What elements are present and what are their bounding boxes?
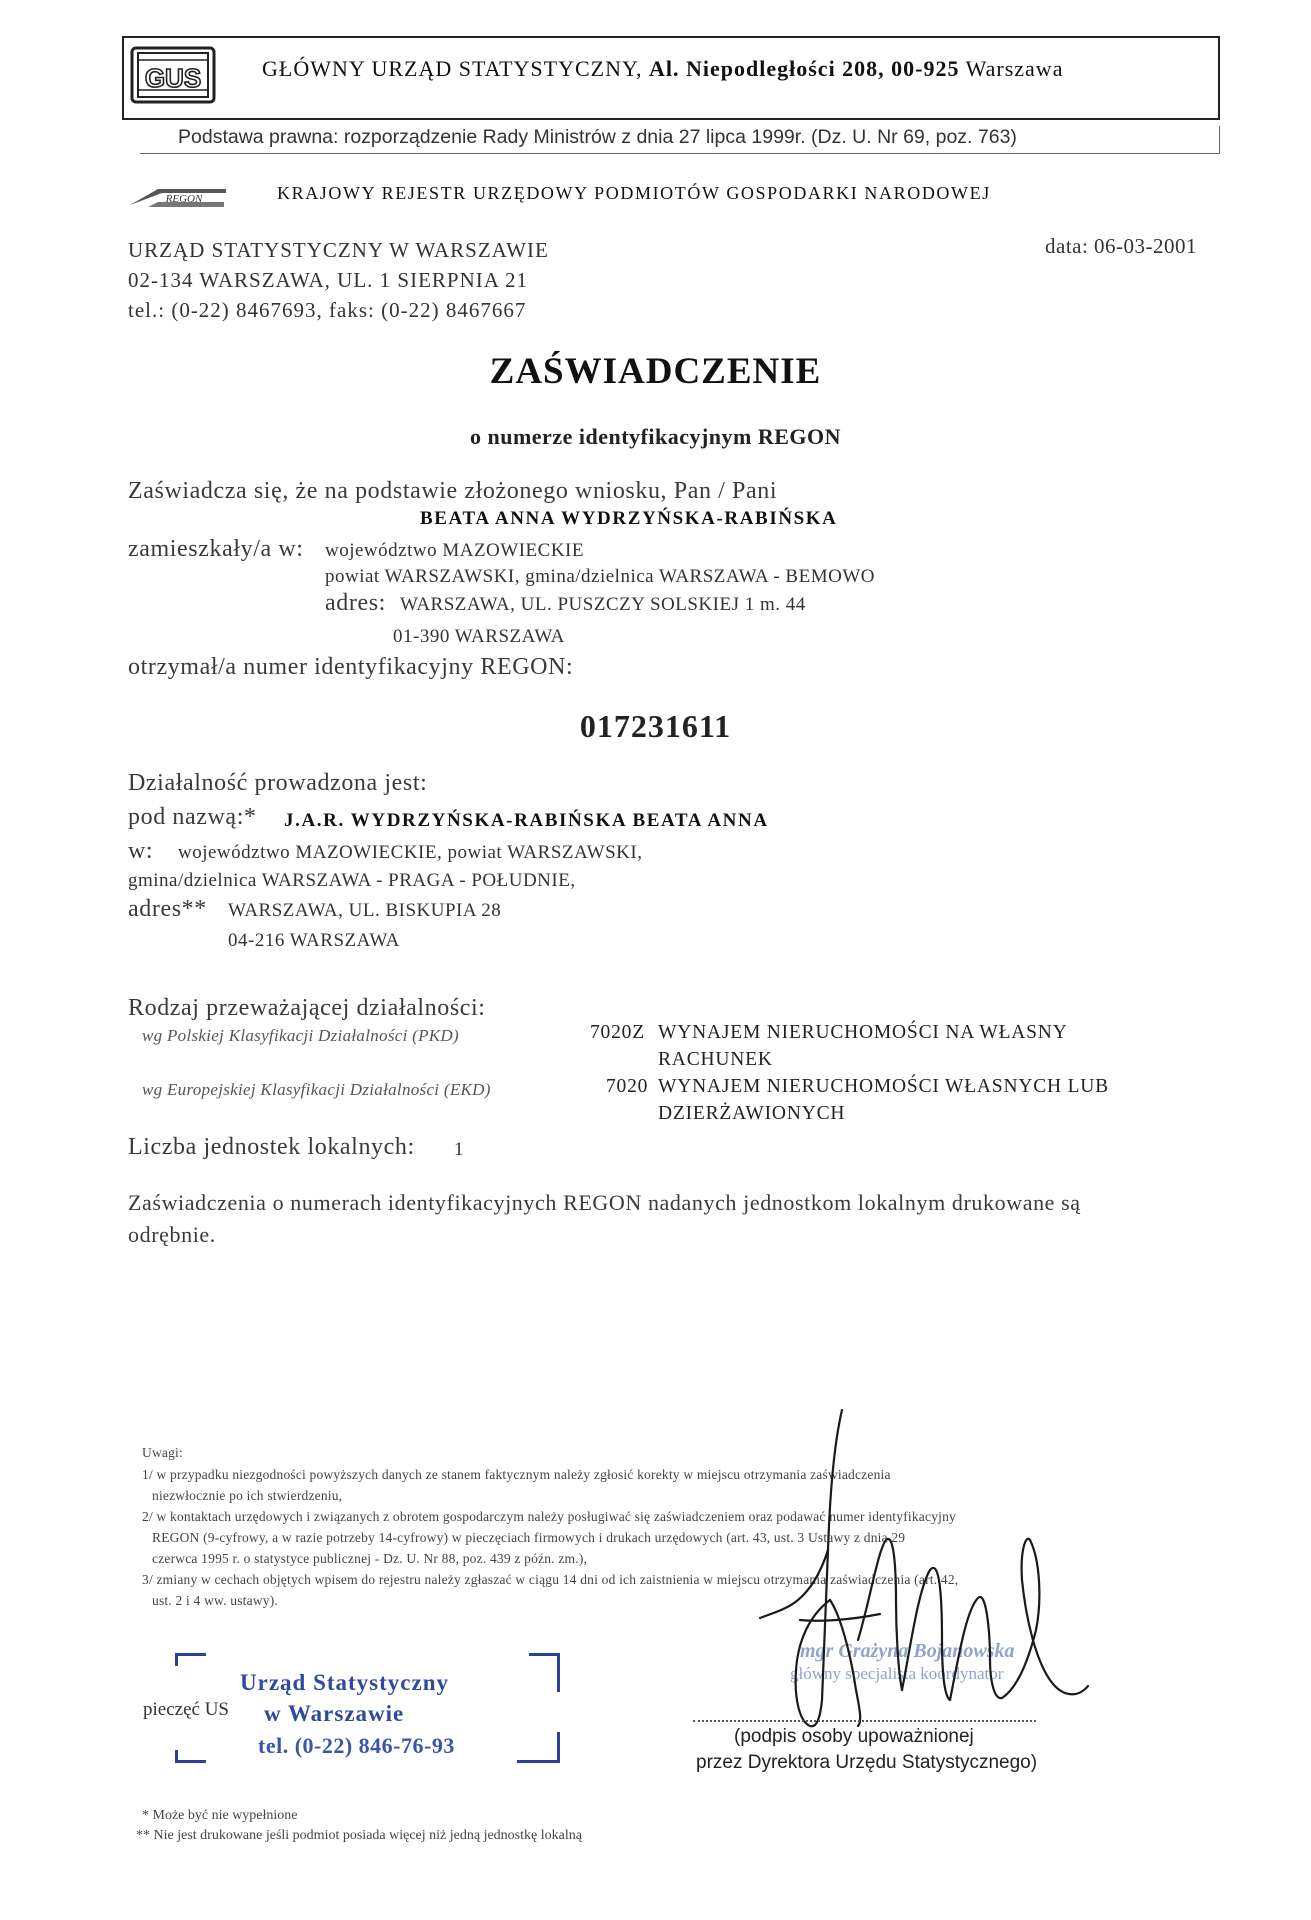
ekd-description-line2: DZIERŻAWIONYCH — [658, 1103, 846, 1124]
pkd-label: wg Polskiej Klasyfikacji Działalności (PKD) — [142, 1026, 459, 1045]
document-date: data: 06-03-2001 — [1045, 234, 1198, 258]
office-address: 02-134 WARSZAWA, UL. 1 SIERPNIA 21 — [128, 268, 529, 292]
remark-3-line1: 3/ zmiany w cechach objętych wpisem do rejestru należy zgłaszać w ciągu 14 dni od ich zaistnienia w miejscu otrzymania zaświadczenia (art. 42, — [142, 1572, 959, 1587]
pkd-code: 7020Z — [590, 1022, 645, 1043]
location-line2: gmina/dzielnica WARSZAWA - PRAGA - POŁUDNIE, — [128, 870, 576, 891]
residence-address: WARSZAWA, UL. PUSZCZY SOLSKIEJ 1 m. 44 — [400, 594, 806, 615]
regon-logo — [128, 183, 228, 213]
local-units-value: 1 — [454, 1139, 464, 1160]
remark-1-line1: 1/ w przypadku niezgodności powyższych danych ze stanem faktycznym należy zgłosić korekty w miejscu otrzymania zaświadczenia — [142, 1467, 891, 1482]
intro-text: Zaświadcza się, że na podstawie złożonego wniosku, Pan / Pani — [128, 478, 778, 504]
remark-3-line2: ust. 2 i 4 ww. ustawy). — [152, 1593, 278, 1608]
ekd-description-line1: WYNAJEM NIERUCHOMOŚCI WŁASNYCH LUB — [658, 1076, 1109, 1097]
signature-caption-line2: przez Dyrektora Urzędu Statystycznego) — [696, 1752, 1038, 1773]
legal-basis: Podstawa prawna: rozporządzenie Rady Ministrów z dnia 27 lipca 1999r. (Dz. U. Nr 69, poz. 763) — [178, 126, 1017, 148]
residence-voivodeship: województwo MAZOWIECKIE — [325, 540, 584, 561]
ekd-code: 7020 — [606, 1076, 649, 1097]
business-address-label: adres** — [128, 896, 207, 922]
residence-district: powiat WARSZAWSKI, gmina/dzielnica WARSZAWA - BEMOWO — [325, 566, 875, 587]
notice-line1: Zaświadczenia o numerach identyfikacyjnych REGON nadanych jednostkom lokalnym drukowane są — [128, 1190, 1081, 1215]
footnote-1: * Może być nie wypełnione — [142, 1808, 298, 1823]
pkd-description-line1: WYNAJEM NIERUCHOMOŚCI NA WŁASNY — [658, 1022, 1068, 1043]
stamp-office-name: Urząd Statystyczny — [240, 1670, 449, 1695]
gus-logo — [130, 46, 216, 104]
legal-bracket — [1219, 126, 1220, 154]
remark-2-line2: REGON (9-cyfrowy, a w razie potrzeby 14-cyfrowy) w pieczęciach firmowych i drukach urzędowych (art. 43, ust. 3 Ustawy z dnia 29 — [152, 1530, 906, 1545]
remarks-heading: Uwagi: — [142, 1445, 183, 1460]
ekd-label: wg Europejskiej Klasyfikacji Działalności (EKD) — [142, 1080, 491, 1099]
regon-logo-text: REGON — [165, 193, 203, 205]
residence-postal: 01-390 WARSZAWA — [393, 626, 565, 647]
document-title: ZAŚWIADCZENIE — [489, 351, 822, 392]
notice-line2: odrębnie. — [128, 1222, 216, 1247]
footnote-2: ** Nie jest drukowane jeśli podmiot posiada więcej niż jedną jednostkę lokalną — [136, 1828, 582, 1843]
business-name-label: pod nazwą:* — [128, 804, 257, 830]
stamp-office-city: w Warszawie — [264, 1701, 405, 1726]
signature-caption-line1: (podpis osoby upoważnionej — [734, 1726, 974, 1747]
regon-number: 017231611 — [579, 708, 732, 744]
office-phone: tel.: (0-22) 8467693, faks: (0-22) 8467667 — [128, 298, 527, 322]
signatory-title: główny specjalista koordynator — [790, 1664, 1004, 1683]
business-address: WARSZAWA, UL. BISKUPIA 28 — [228, 900, 502, 921]
remark-2-line1: 2/ w kontaktach urzędowych i związanych z obrotem gospodarczym należy posługiwać się zaświadczeniem oraz podawać numer identyfikacyjny — [142, 1509, 956, 1524]
received-label: otrzymał/a numer identyfikacyjny REGON: — [128, 654, 574, 680]
stamp-label: pieczęć US — [143, 1699, 229, 1720]
business-postal: 04-216 WARSZAWA — [228, 930, 400, 951]
handwritten-signature — [730, 1400, 1090, 1730]
stamp-office-phone: tel. (0-22) 846-76-93 — [258, 1733, 455, 1758]
activity-heading: Działalność prowadzona jest: — [128, 770, 428, 796]
header-title: GŁÓWNY URZĄD STATYSTYCZNY, Al. Niepodległości 208, 00-925 Warszawa — [262, 56, 1064, 81]
remark-2-line3: czerwca 1995 r. o statystyce publicznej - Dz. U. Nr 88, poz. 439 z późn. zm.), — [152, 1551, 588, 1566]
legal-underline — [140, 153, 1220, 154]
registry-title: KRAJOWY REJESTR URZĘDOWY PODMIOTÓW GOSPODARKI NARODOWEJ — [277, 183, 991, 203]
local-units-label: Liczba jednostek lokalnych: — [128, 1134, 415, 1160]
remark-1-line2: niezwłocznie po ich stwierdzeniu, — [152, 1488, 343, 1503]
office-name: URZĄD STATYSTYCZNY W WARSZAWIE — [128, 238, 549, 262]
residence-label: zamieszkały/a w: — [128, 536, 304, 562]
location-line1: województwo MAZOWIECKIE, powiat WARSZAWSKI, — [178, 842, 643, 863]
signature-line — [693, 1720, 1036, 1722]
gus-logo-text: GUS — [144, 63, 202, 93]
document-subtitle: o numerze identyfikacyjnym REGON — [469, 424, 842, 449]
residence-address-label: adres: — [325, 590, 386, 616]
business-name: J.A.R. WYDRZYŃSKA-RABIŃSKA BEATA ANNA — [284, 810, 769, 831]
pkd-description-line2: RACHUNEK — [658, 1049, 773, 1070]
signatory-name: mgr Grażyna Bojanowska — [800, 1640, 1015, 1662]
classification-heading: Rodzaj przeważającej działalności: — [128, 995, 486, 1021]
person-name: BEATA ANNA WYDRZYŃSKA-RABIŃSKA — [420, 508, 838, 529]
location-label: w: — [128, 838, 154, 864]
